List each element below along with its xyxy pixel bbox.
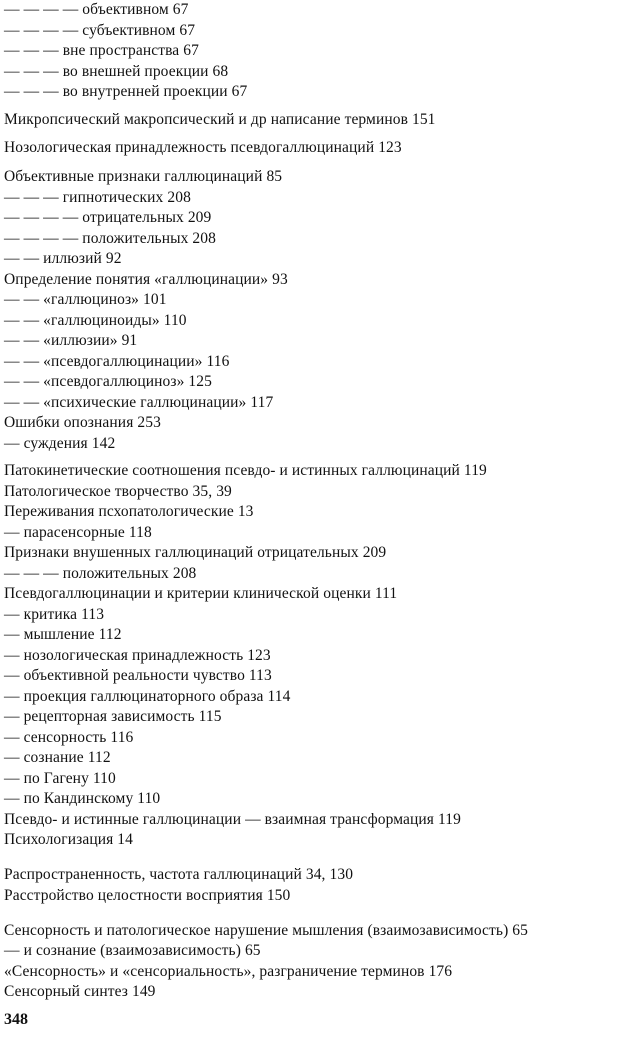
index-entry: — — — — отрицательных 209: [4, 209, 212, 226]
index-entry: — сознание 112: [4, 749, 111, 766]
index-entry: Сенсорность и патологическое нарушение мышления (взаимозависимость) 65: [4, 922, 529, 939]
index-entry: — — — — положительных 208: [4, 230, 216, 247]
index-entry: — — «псевдогаллюциноз» 125: [4, 373, 212, 390]
index-entry: Определение понятия «галлюцинации» 93: [4, 271, 288, 288]
index-entry: Психологизация 14: [4, 831, 134, 848]
index-entry: Ошибки опознания 253: [4, 414, 161, 431]
index-entry: — — — вне пространства 67: [4, 42, 199, 59]
index-entry: — рецепторная зависимость 115: [4, 708, 222, 725]
index-entry: Патокинетические соотношения псевдо- и истинных галлюцинаций 119: [4, 462, 487, 479]
index-entry: — — — во внутренней проекции 67: [4, 83, 248, 100]
index-entry: — нозологическая принадлежность 123: [4, 647, 271, 664]
index-entry: — парасенсорные 118: [4, 524, 152, 541]
index-entry: — суждения 142: [4, 435, 116, 452]
index-entry: — — — гипнотических 208: [4, 189, 191, 206]
index-entry: Переживания псхопатологические 13: [4, 503, 254, 520]
index-entry: — — «псевдогаллюцинации» 116: [4, 353, 230, 370]
index-entry: Сенсорный синтез 149: [4, 983, 156, 1000]
index-entry: — — — — объективном 67: [4, 1, 189, 18]
index-entry: — критика 113: [4, 606, 105, 623]
index-entry: «Сенсорность» и «сенсориальность», разграничение терминов 176: [4, 963, 453, 980]
index-entry: — — — — субъективном 67: [4, 22, 196, 39]
index-entry: Патологическое творчество 35, 39: [4, 483, 232, 500]
index-entry: — — «иллюзии» 91: [4, 332, 138, 349]
page-number: 348: [4, 1011, 28, 1028]
index-entry: Расстройство целостности восприятия 150: [4, 887, 291, 904]
index-entry: — сенсорность 116: [4, 729, 134, 746]
index-entry: — — «галлюциноиды» 110: [4, 312, 187, 329]
index-entry: — по Гагену 110: [4, 770, 116, 787]
index-entry: — и сознание (взаимозависимость) 65: [4, 942, 261, 959]
index-entry: Признаки внушенных галлюцинаций отрицательных 209: [4, 544, 387, 561]
index-entry: Псевдогаллюцинации и критерии клинической оценки 111: [4, 585, 398, 602]
index-entry: — — «психические галлюцинации» 117: [4, 394, 274, 411]
index-entry: — мышление 112: [4, 626, 122, 643]
index-entry: — — — положительных 208: [4, 565, 197, 582]
index-entry: Нозологическая принадлежность псевдогаллюцинаций 123: [4, 139, 402, 156]
index-entry: — — иллюзий 92: [4, 250, 122, 267]
index-entry: — — — во внешней проекции 68: [4, 63, 229, 80]
index-entry: Микропсический макропсический и др написание терминов 151: [4, 111, 436, 128]
index-entry: — объективной реальности чувство 113: [4, 667, 272, 684]
index-entry: Распространенность, частота галлюцинаций 34, 130: [4, 866, 354, 883]
index-entry: Псевдо- и истинные галлюцинации — взаимная трансформация 119: [4, 811, 461, 828]
index-entry: — по Кандинскому 110: [4, 790, 161, 807]
index-entry: — — «галлюциноз» 101: [4, 291, 167, 308]
index-entry: — проекция галлюцинаторного образа 114: [4, 688, 291, 705]
index-entry: Объективные признаки галлюцинаций 85: [4, 168, 283, 185]
